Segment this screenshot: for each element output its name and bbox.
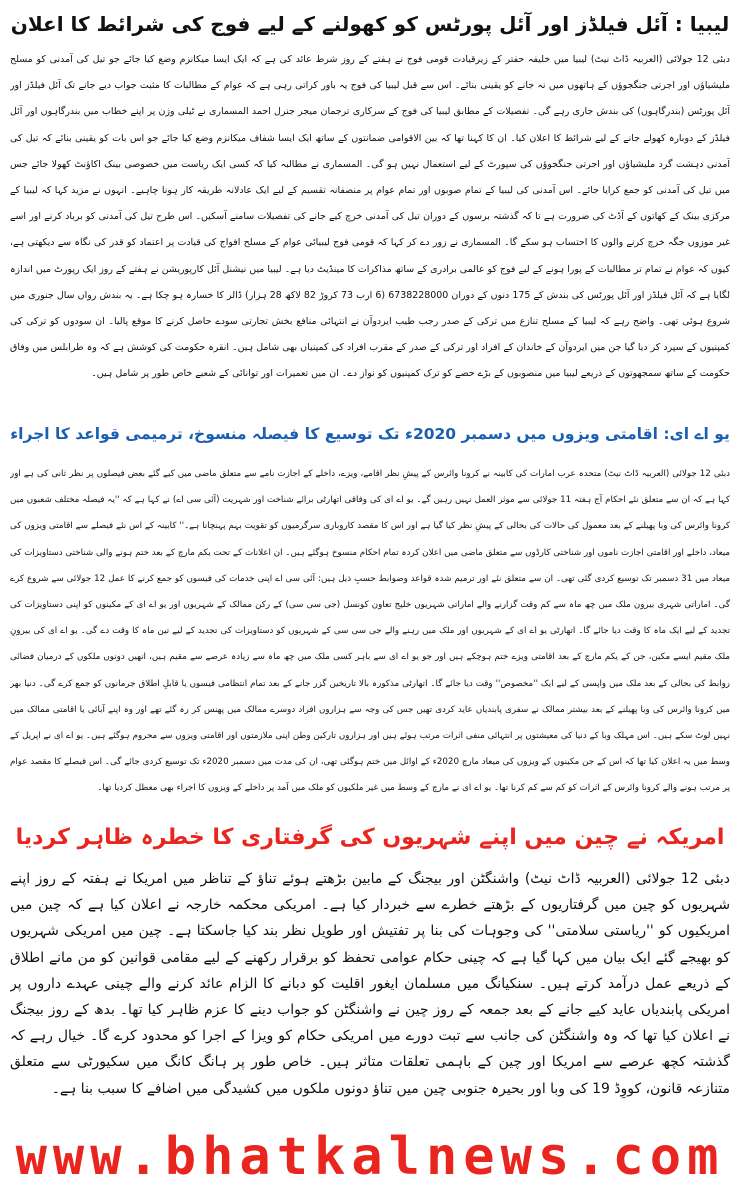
article-2-body: دبئی 12 جولائی (العربیہ ڈاٹ نیٹ) متحدہ عرب امارات کی کابینہ نے کرونا وائرس کے پیشِ نظر اقامے، ویزے، داخلے کے اجازت نامے سے متعلق ماضی میں کیے گئے بعض فیصلوں پر نظر ثانی کی ہے اور کہا ہے کہ ان سے متعلق نئے احکام آج ہفتہ 11 جولائی سے موثر العمل نہیں رہیں گے۔ یو اے ای کی وفاقی اتھارٹی برائے شناخت اور شہریت (آئی سی اے) نے کہا ہے کہ ''یہ فیصلہ مختلف شعبوں میں کرونا وائرس کی وبا پھیلنے کے بعد معمول کی حالات کی بحالی کے پیشِ نظر کیا گیا ہے اور اس کا مقصد کاروباری سرگرمیوں کو تقویت بہم پہنچانا ہے۔'' کابینہ کے اس نئے فیصلے سے اقامتی ویزوں کی میعاد، داخلے اور اقامتی اجازت ناموں اور شناختی کارڈوں سے متعلق ماضی میں اعلان کردہ تمام احکام منسوخ ہوگئے ہیں۔ ان اعلانات کے تحت یکم مارچ کے بعد ختم ہونے والی شناختی دستاویزات کی میعاد میں 31 دسمبر تک توسیع کردی گئی تھی۔ ان سے متعلق نئے اور ترمیم شدہ قواعد وضوابط حسبِ ذیل ہیں: آئی سی اے اپنی خدمات کی فیسوں کو جمع کرنے کا عمل 12 جولائی سے شروع کرے گی۔ اماراتی شہری بیرون ملک میں چھ ماہ سے کم وقت گزارنے والے اماراتی شہریوں خلیج تعاون کونسل (جی سی سی) کے رکن ممالک کے شہریوں اور یو اے ای کے مکینوں کو اپنی دستاویزات کی تجدید کے لیے ایک ماہ کا وقت دیا جائے گا۔ اتھارٹی یو اے ای کے شہریوں اور ملک میں رہنے والے جی سی سی کے شہریوں کو دستاویزات کی تجدید کے لیے تین ماہ کا وقت دے گی۔ یو اے ای کی بیرونِ ملک مقیم ایسے مکین، جن کے یکم مارچ کے بعد اقامتی ویزے ختم ہوچکے ہیں اور جو یو اے ای سے باہر کسی ملک میں چھ ماہ سے زیادہ عرصے سے مقیم ہیں، انھیں دونوں ملکوں کے درمیان فضائی روابط کی بحالی کے بعد ملک میں واپسی کے لیے ایک ''مخصوص'' وقت دیا جائے گا۔ اتھارٹی مذکورہ بالا تاریخیں گزر جانے کے بعد تمام انتظامی فیسوں یا قابلِ اطلاق جرمانوں کو جمع کرے گی۔ دنیا بھر میں کرونا وائرس کی وبا پھیلنے کے بعد بیشتر ممالک نے سفری پابندیاں عاید کردی تھیں جس کی وجہ سے ہزاروں افراد دوسرے ممالک میں پھنس کر رہ گئے تھے اور وہ اپنے آبائی یا اقامتی ممالک میں نہیں لوٹ سکے ہیں۔ اس مہلک وبا کے دنیا کی معیشتوں پر انتہائی منفی اثرات مرتب ہوئے ہیں اور ہزاروں تارکین وطن اپنی ملازمتوں اور اقامتی ویزوں سے محروم ہوگئے ہیں۔ یو اے ای نے اپریل کے وسط میں یہ اعلان کیا تھا کہ اس کے جن مکینوں کے ویزوں کی میعاد مارچ 2020ء کے اوائل میں ختم ہوگئی تھی، ان کی مدت میں دسمبر 2020ء تک توسیع کردی جائے گی۔ اس فیصلے کا مقصد عوام پر مرتب ہونے والے کرونا وائرس کے اثرات کو کم سے کم کرنا تھا۔ یو اے ای نے مارچ کے وسط میں غیر ملکیوں کو ملک میں آمد پر داخلے کے ویزوں کا اجراء بھی معطل کردیا تھا۔ (10, 469, 730, 794)
site-watermark: www.bhatkalnews.com (15, 1127, 725, 1187)
article-1-body: دبئی 12 جولائی (العربیہ ڈاٹ نیٹ) لیبیا میں خلیفہ حفتر کے زیرقیادت قومی فوج نے ہفتے کے روز شرط عائد کی ہے کہ ایک ایسا میکانزم وضع کیا جائے جو تیل کی آمدنی کو مسلح ملیشیاؤں اور اجرتی جنگجوؤں کے ہاتھوں میں نہ جانے کو یقینی بنائے۔ اس سے قبل لیبیا کی فوج یہ باور کراتی رہی ہے کہ عوام کے مطالبات کا مثبت جواب دیے جانے تک آئل فیلڈز اور آئل پورٹس (بندرگاہوں) کی بندش جاری رہے گی۔ تفصیلات کے مطابق لیبیا کی فوج کے سرکاری ترجمان میجر جنرل احمد المسماری نے ٹیلی وژن پر اپنے خطاب میں بندرگاہوں اور آئل فیلڈز کے دوبارہ کھولے جانے کے لیے شرائط کا اعلان کیا۔ ان کا کہنا تھا کہ بین الاقوامی ضمانتوں کے ساتھ ایک ایسا شفاف میکانزم وضع کیا جائے جو اس بات کو یقینی بنائے کہ تیل کی آمدنی دہشت گرد ملیشیاؤں اور اجرتی جنگجوؤں کی سپورٹ کے لیے استعمال نہیں ہو گی۔ المسماری نے مطالبہ کیا کہ کسی ایک ریاست میں خصوصی بینک اکاؤنٹ کھولا جائے جس میں تیل کی آمدنی کو جمع کرایا جائے۔ اس آمدنی کی لیبیا کے تمام صوبوں اور تمام عوام پر منصفانہ تقسیم کے لیے ایک عادلانہ طریقہ کار ہونا چاہیے۔ انہوں نے مزید کہا کہ لیبیا کے مرکزی بینک کے کھاتوں کے آڈٹ کی ضرورت ہے تا کہ گذشتہ برسوں کے دوران تیل کی آمدنی خرچ کیے جانے کی تفصیلات سامنے آسکیں۔ اس طرح تیل کی آمدنی کو برباد کرنے اور اسے غیر موزوں جگہ خرچ کرنے والوں کا احتساب ہو سکے گا۔ المسماری نے زور دے کر کہا کہ قومی فوج لیبیائی عوام کے مسلح افواج کی قیادت پر اعتماد کو قدر کی نگاہ سے دیکھتی ہے، کیوں کہ عوام نے تمام تر مطالبات کے پورا ہونے کے لیے فوج کو عالمی برادری کے ساتھ مذاکرات کا مینڈیٹ دیا ہے۔ لیبیا میں نیشنل آئل کارپوریشن نے ہفتے کے روز ایک رپورٹ میں اندازہ لگایا ہے کہ آئل فیلڈز اور آئل پورٹس کی بندش کے 175 دنوں کے دوران 6738228000 (6 ارب 73 کروڑ 82 لاکھ 28 ہزار) ڈالر کا خسارہ ہو چکا ہے۔ یہ بندش رواں سال جنوری میں شروع ہوئی تھی۔ واضح رہے کہ لیبیا کے مسلح تنازع میں ترکی کے صدر رجب طیب ایردوآن نے انتہائی منافع بخش تجارتی سودے حاصل کرنے کا موقع پالیا۔ ان سودوں کو ترکی کی کمپنیوں کے سپرد کر دیا گیا جن میں ایردوآن کے خاندان کے افراد اور ترکی کے صدر کے مقرب افراد کی کمپنیاں بھی شامل ہیں۔ انقرہ حکومت کی کوشش ہے کہ وہ طرابلس میں وفاق حکومت کے ساتھ سمجھوتوں کے ذریعے لیبیا میں منصوبوں کے بڑے حصے کو ترک کمپنیوں کو نواز دے۔ ان میں تعمیرات اور توانائی کے شعبے خاص طور پر شامل ہیں۔ (10, 54, 730, 380)
article-3-headline: امریکہ نے چین میں اپنے شہریوں کی گرفتاری کا خطرہ ظاہر کردیا (15, 825, 725, 850)
article-2-headline: یو اے ای: اقامتی ویزوں میں دسمبر 2020ء تک توسیع کا فیصلہ منسوخ، ترمیمی قواعد کا اجراء (10, 425, 730, 443)
article-1-headline: لیبیا : آئل فیلڈز اور آئل پورٹس کو کھولنے کے لیے فوج کی شرائط کا اعلان (10, 12, 730, 36)
article-3-body: دبئی 12 جولائی (العربیہ ڈاٹ نیٹ) واشنگٹن اور بیجنگ کے مابین بڑھتے ہوئے تناؤ کے تناظر میں امریکا نے ہفتہ کے روز اپنے شہریوں کو چین میں گرفتاریوں کے بڑھتے خطرے سے خبردار کیا ہے۔ امریکی محکمہ خارجہ نے اعلان کیا ہے کہ چین میں امریکیوں کو ''ریاستی سلامتی'' کی وجوہات کی بنا پر تفتیش اور طویل نظر بند کیا جاسکتا ہے۔ چین میں امریکی شہریوں کو بھیجے گئے ایک بیان میں کہا گیا ہے کہ چینی حکام عوامی تحفظ کو برقرار رکھنے کے لیے مقامی قوانین کو من مانے اطلاق کے ذریعے عمل درآمد کرتے ہیں۔ سنکیانگ میں مسلمان ایغور اقلیت کو دبانے کا الزام عائد کرنے والے چینی عہدے داروں پر امریکی پابندیاں عاید کیے جانے کے بعد جمعہ کے روز چین نے واشنگٹن کو جواب دینے کا عزم ظاہر کیا تھا۔ بدھ کے روز بیجنگ نے اعلان کیا تھا کہ وہ واشنگٹن کی جانب سے تبت دورے میں امریکی حکام کو ویزا کے اجرا کو محدود کرے گا۔ خیال رہے کہ گذشتہ کچھ عرصے سے امریکا اور چین کے باہمی تعلقات متاثر ہیں۔ خاص طور پر ہانگ کانگ میں سکیورٹی سے متعلق متنازعہ قانون، کووِڈ 19 کی وبا اور بحیرہ جنوبی چین میں تناؤ دونوں ملکوں میں کشیدگی میں اضافے کا سبب بنا ہے۔ (10, 871, 730, 1097)
